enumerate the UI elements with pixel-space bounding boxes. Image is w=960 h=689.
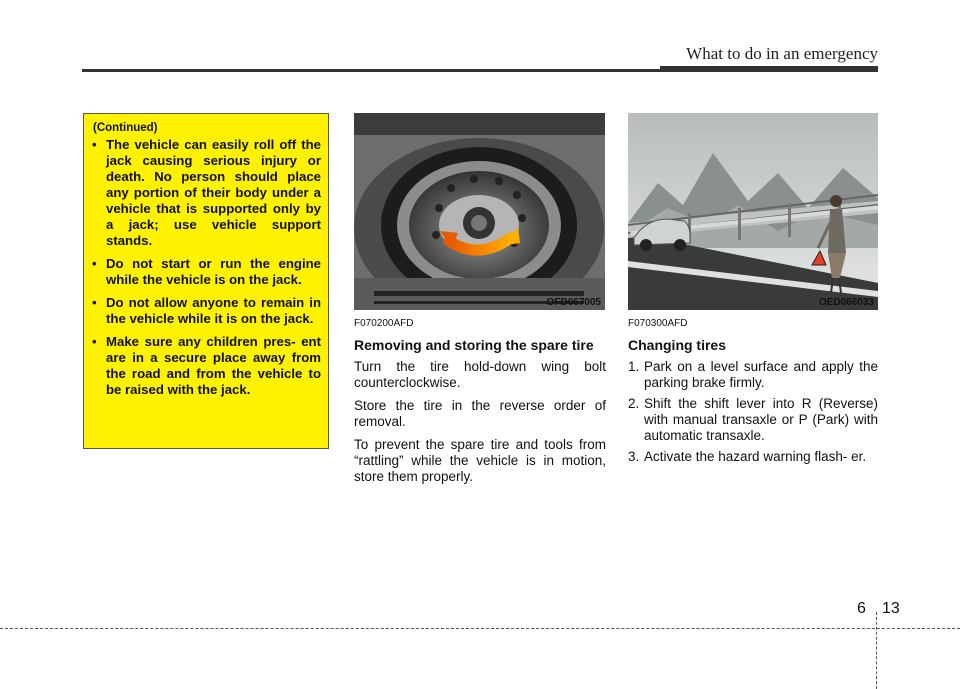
step-item: 3. Activate the hazard warning flash- er. bbox=[628, 449, 867, 464]
bullet-icon: • bbox=[92, 137, 97, 152]
roadside-illustration bbox=[628, 113, 878, 310]
step-number: 2. bbox=[628, 396, 640, 411]
roadside-figure bbox=[628, 113, 878, 310]
paragraph: To prevent the spare tire and tools from “rattling” while the vehicle is in motion, store them properly. bbox=[354, 437, 606, 484]
page-header-title: What to do in an emergency bbox=[686, 44, 878, 63]
warning-list bbox=[92, 137, 321, 398]
warning-item: • Do not start or run the engine while the vehicle is on the jack. bbox=[92, 256, 321, 287]
warning-continued-label: (Continued) bbox=[93, 122, 158, 134]
step-number: 1. bbox=[628, 359, 640, 374]
section-code: F070200AFD bbox=[354, 318, 414, 329]
warning-item: • Do not allow anyone to remain in the vehicle while it is on the jack. bbox=[92, 295, 321, 326]
paragraph: Turn the tire hold-down wing bolt counterclockwise. bbox=[354, 359, 606, 390]
spare-tire-illustration bbox=[354, 113, 605, 310]
section-title: Changing tires bbox=[628, 337, 727, 353]
warning-item: • Make sure any children pres- ent are in a secure place away from the road and from the vehicle to be raised with the jack. bbox=[92, 334, 321, 397]
step-number: 3. bbox=[628, 449, 640, 464]
page-number-separator bbox=[876, 612, 877, 689]
section-changing-tires bbox=[628, 318, 878, 470]
figure-code: OFD067005 bbox=[546, 297, 601, 308]
section-title: Removing and storing the spare tire bbox=[354, 337, 594, 353]
step-item: 1. Park on a level surface and apply the parking brake firmly. bbox=[628, 359, 878, 390]
paragraph: Store the tire in the reverse order of removal. bbox=[354, 398, 606, 429]
page-number: 13 bbox=[882, 600, 900, 617]
section-code: F070300AFD bbox=[628, 318, 688, 329]
footer-rule bbox=[0, 628, 960, 629]
header-rule-accent bbox=[660, 66, 878, 70]
warning-item: • The vehicle can easily roll off the jack causing serious injury or death. No person should place any portion of their body under a vehicle that is supported only by a jack; use vehicle support stands. bbox=[92, 137, 321, 248]
chapter-number: 6 bbox=[857, 600, 866, 617]
section-spare-tire bbox=[354, 318, 606, 492]
steps-list bbox=[628, 359, 878, 465]
bullet-icon: • bbox=[92, 295, 97, 310]
warning-box bbox=[83, 113, 329, 449]
step-item: 2. Shift the shift lever into R (Reverse) with manual transaxle or P (Park) with automatic transaxle. bbox=[628, 396, 878, 443]
spare-tire-figure bbox=[354, 113, 605, 310]
bullet-icon: • bbox=[92, 256, 97, 271]
bullet-icon: • bbox=[92, 334, 97, 349]
figure-code: OED066033 bbox=[818, 297, 874, 308]
